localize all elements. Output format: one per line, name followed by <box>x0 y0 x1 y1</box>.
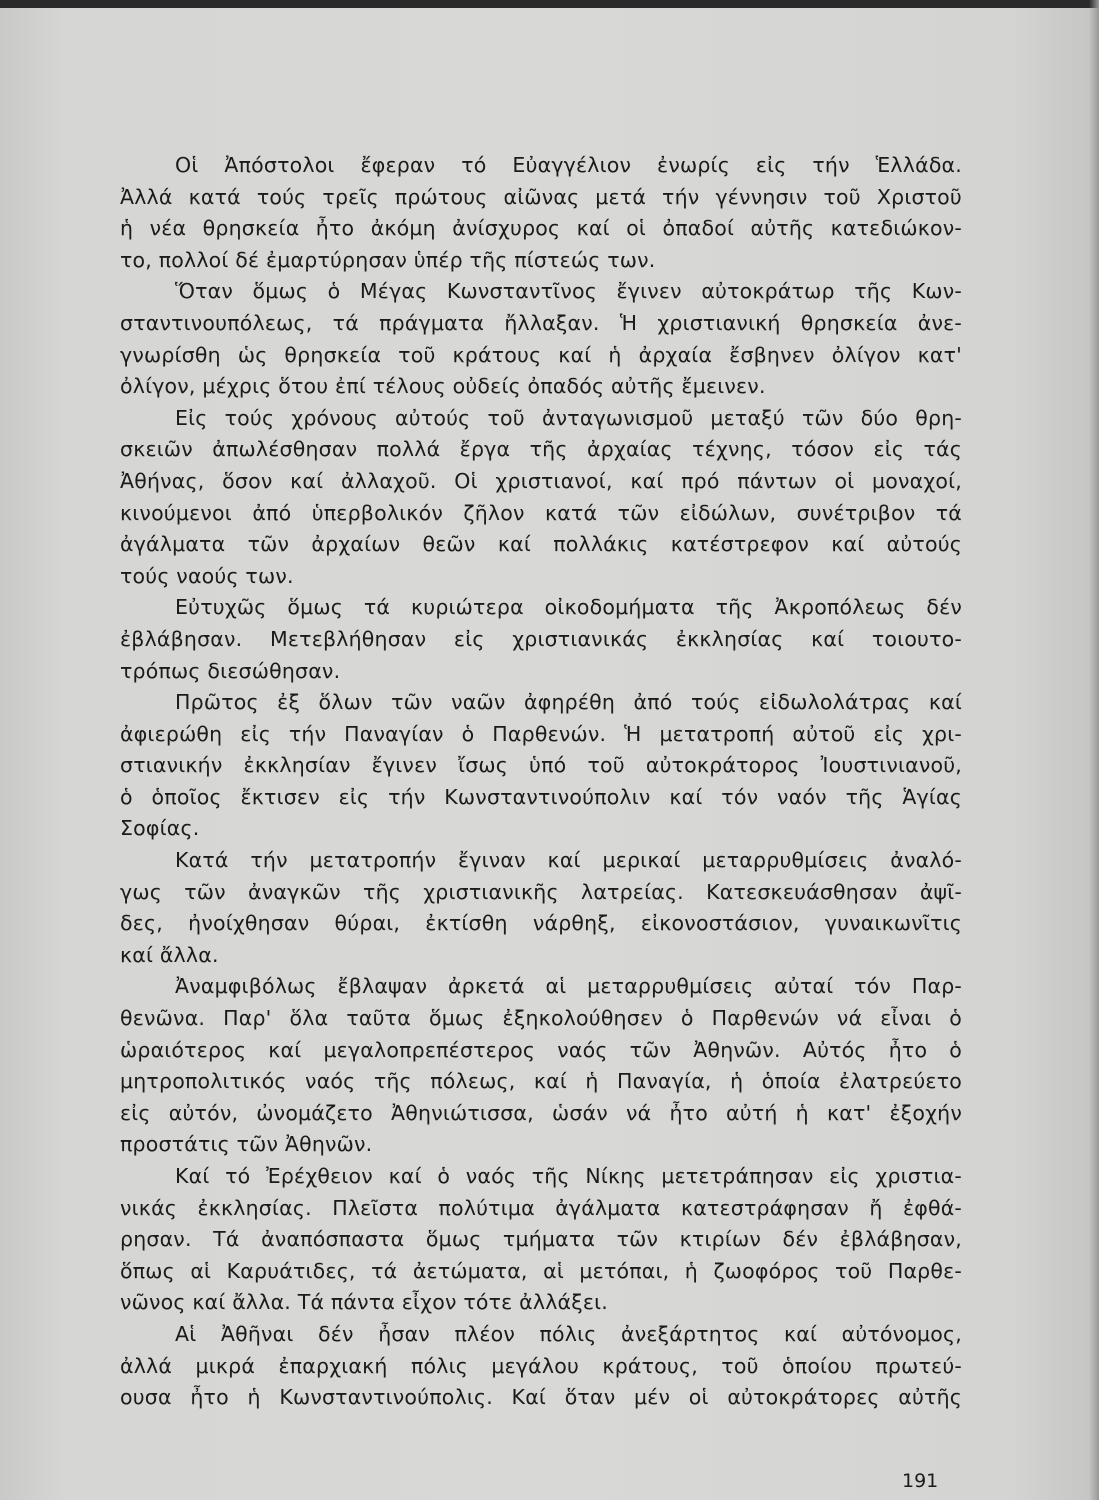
text-line: δες, ἠνοίχθησαν θύραι, ἐκτίσθη νάρθηξ, εἰκονοστάσιον, γυναικωνῖτις <box>120 911 962 936</box>
body-text <box>120 150 962 1414</box>
text-line: νῶνος καί ἄλλα. Τά πάντα εἶχον τότε ἀλλάξει. <box>120 1290 609 1315</box>
text-line: προστάτις τῶν Ἀθηνῶν. <box>120 1132 373 1157</box>
text-line: Πρῶτος ἐξ ὅλων τῶν ναῶν ἀφηρέθη ἀπό τούς εἰδωλολάτρας καί <box>175 690 962 715</box>
text-line: στιανικήν ἐκκλησίαν ἔγινεν ἴσως ὑπό τοῦ αὐτοκράτορος Ἰουστινιανοῦ, <box>120 753 962 778</box>
page-number: 191 <box>902 1470 939 1492</box>
scan-right-edge <box>1089 0 1099 1500</box>
text-line: καί ἄλλα. <box>120 942 219 967</box>
text-line: Εἰς τούς χρόνους αὐτούς τοῦ ἀνταγωνισμοῦ μεταξύ τῶν δύο θρη- <box>175 405 962 430</box>
text-line: ὡραιότερος καί μεγαλοπρεπέστερος ναός τῶν Ἀθηνῶν. Αὐτός ἦτο ὁ <box>120 1037 962 1062</box>
text-line: Ἀθήνας, ὅσον καί ἀλλαχοῦ. Οἱ χριστιανοί, καί πρό πάντων οἱ μοναχοί, <box>120 468 962 493</box>
text-line: εἰς αὐτόν, ὠνομάζετο Ἀθηνιώτισσα, ὡσάν νά ἦτο αὐτή ἡ κατ' ἐξοχήν <box>120 1100 962 1125</box>
text-line: ουσα ἦτο ἡ Κωνσταντινούπολις. Καί ὅταν μέν οἱ αὐτοκράτορες αὐτῆς <box>120 1385 962 1410</box>
text-line: ὁ ὁποῖος ἔκτισεν εἰς τήν Κωνσταντινούπολιν καί τόν ναόν τῆς Ἁγίας <box>120 784 962 809</box>
text-line: κινούμενοι ἀπό ὑπερβολικόν ζῆλον κατά τῶν εἰδώλων, συνέτριβον τά <box>120 500 962 525</box>
text-line: το, πολλοί δέ ἐμαρτύρησαν ὑπέρ τῆς πίστεώς των. <box>120 247 656 272</box>
text-line: γνωρίσθη ὡς θρησκεία τοῦ κράτους καί ἡ ἀρχαία ἔσβηνεν ὀλίγον κατ' <box>120 342 962 367</box>
text-line: μητροπολιτικός ναός τῆς πόλεως, καί ἡ Παναγία, ἡ ὁποία ἐλατρεύετο <box>120 1069 962 1094</box>
text-line: Εὐτυχῶς ὅμως τά κυριώτερα οἰκοδομήματα τῆς Ἀκροπόλεως δέν <box>175 595 962 620</box>
text-line: τούς ναούς των. <box>120 563 294 588</box>
scan-top-edge <box>0 0 1099 8</box>
text-line: γως τῶν ἀναγκῶν τῆς χριστιανικῆς λατρείας. Κατεσκευάσθησαν ἀψῖ- <box>120 879 962 904</box>
text-line: ἀφιερώθη εἰς τήν Παναγίαν ὁ Παρθενών. Ἡ μετατροπή αὐτοῦ εἰς χρι- <box>120 721 962 746</box>
text-line: σταντινουπόλεως, τά πράγματα ἤλλαξαν. Ἡ χριστιανική θρησκεία ἀνε- <box>120 310 962 335</box>
text-line: Καί τό Ἐρέχθειον καί ὁ ναός τῆς Νίκης μετετράπησαν εἰς χριστια- <box>175 1164 962 1188</box>
text-line: θενῶνα. Παρ' ὅλα ταῦτα ὅμως ἐξηκολούθησεν ὁ Παρθενών νά εἶναι ὁ <box>120 1006 962 1031</box>
text-line: ἀγάλματα τῶν ἀρχαίων θεῶν καί πολλάκις κατέστρεφον καί αὐτούς <box>120 532 962 557</box>
text-line: Ἀλλά κατά τούς τρεῖς πρώτους αἰῶνας μετά τήν γέννησιν τοῦ Χριστοῦ <box>120 184 962 209</box>
text-line: Κατά τήν μετατροπήν ἔγιναν καί μερικαί μεταρρυθμίσεις ἀναλό- <box>175 848 962 873</box>
text-line: σκειῶν ἀπωλέσθησαν πολλά ἔργα τῆς ἀρχαίας τέχνης, τόσον εἰς τάς <box>120 437 962 462</box>
text-line: Ὅταν ὅμως ὁ Μέγας Κωνσταντῖνος ἔγινεν αὐτοκράτωρ τῆς Κων- <box>175 279 962 304</box>
text-line: Σοφίας. <box>120 816 200 841</box>
text-line: Αἱ Ἀθῆναι δέν ἦσαν πλέον πόλις ἀνεξάρτητος καί αὐτόνομος, <box>175 1321 962 1346</box>
text-line: νικάς ἐκκλησίας. Πλεῖστα πολύτιμα ἀγάλματα κατεστράφησαν ἤ ἐφθά- <box>120 1195 962 1220</box>
text-line: Οἱ Ἀπόστολοι ἔφεραν τό Εὐαγγέλιον ἐνωρίς εἰς τήν Ἑλλάδα. <box>175 153 962 177</box>
text-line: ἡ νέα θρησκεία ἦτο ἀκόμη ἀνίσχυρος καί οἱ ὀπαδοί αὐτῆς κατεδιώκον- <box>120 216 962 241</box>
text-line: ὀλίγον, μέχρις ὅτου ἐπί τέλους οὐδείς ὀπαδός αὐτῆς ἔμεινεν. <box>120 374 766 399</box>
text-line: Ἀναμφιβόλως ἔβλαψαν ἀρκετά αἱ μεταρρυθμίσεις αὐταί τόν Παρ- <box>175 974 962 999</box>
text-line: ρησαν. Τά ἀναπόσπαστα ὅμως τμήματα τῶν κτιρίων δέν ἐβλάβησαν, <box>120 1227 962 1252</box>
text-line: ἐβλάβησαν. Μετεβλήθησαν εἰς χριστιανικάς ἐκκλησίας καί τοιουτο- <box>120 626 962 651</box>
text-line: τρόπως διεσώθησαν. <box>120 658 341 683</box>
text-line: ὅπως αἱ Καρυάτιδες, τά ἀετώματα, αἱ μετόπαι, ἡ ζωοφόρος τοῦ Παρθε- <box>120 1258 962 1283</box>
text-line: ἀλλά μικρά ἐπαρχιακή πόλις μεγάλου κράτους, τοῦ ὁποίου πρωτεύ- <box>120 1353 962 1378</box>
